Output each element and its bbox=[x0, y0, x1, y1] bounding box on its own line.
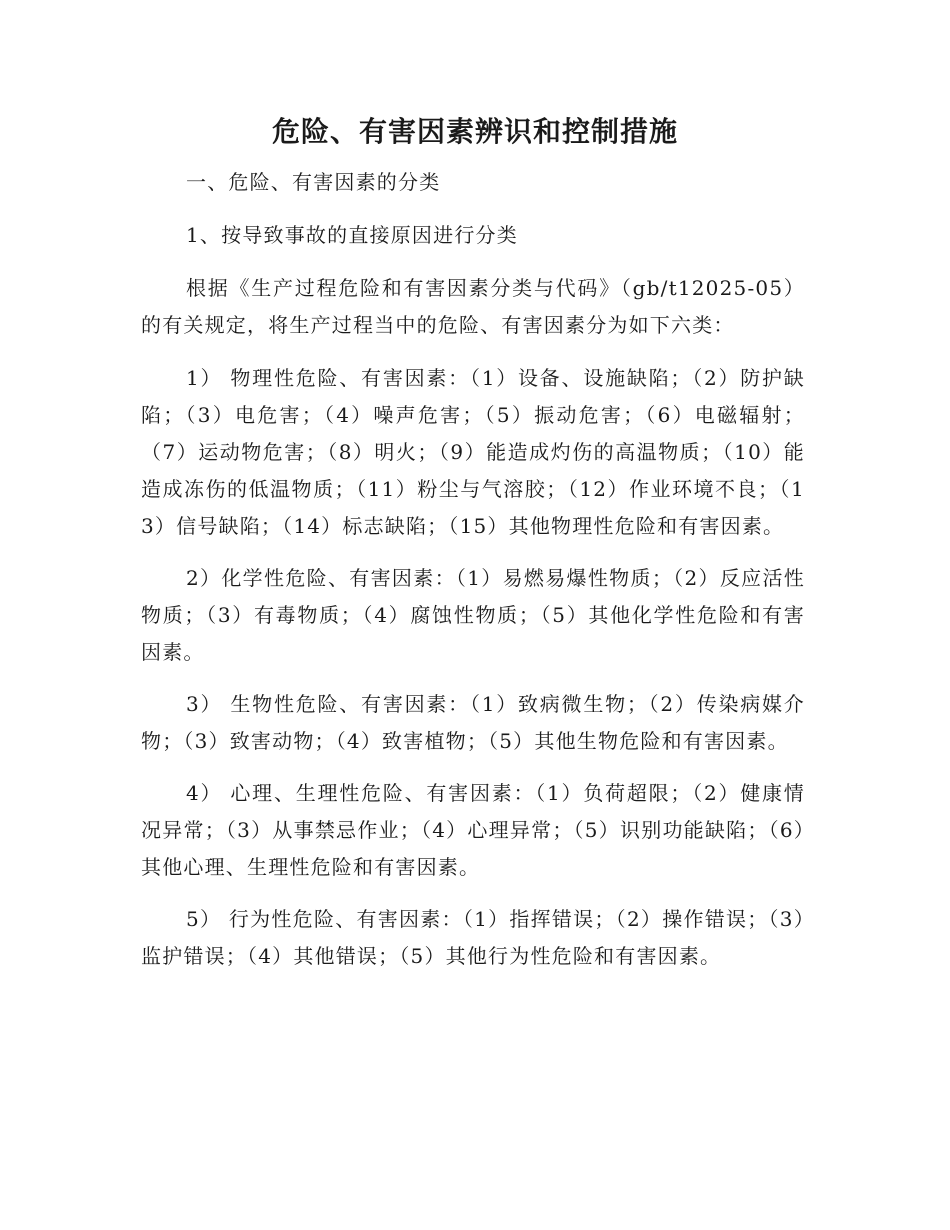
category-paragraph-psychological: 4） 心理、生理性危险、有害因素：（1）负荷超限；（2）健康情况异常；（3）从事禁忌作业；（4）心理异常；（5）识别功能缺陷；（6）其他心理、生理性危险和有害因素。 bbox=[141, 781, 805, 879]
category-paragraph-physical: 1） 物理性危险、有害因素：（1）设备、设施缺陷；（2）防护缺陷；（3）电危害；（4）噪声危害；（5）振动危害；（6）电磁辐射；（7）运动物危害；（8）明火；（9）能造成灼伤的高温物质；（10）能造成冻伤的低温物质；（11）粉尘与气溶胶；（12）作业环境不良；（13）信号缺陷；（14）标志缺陷；（15）其他物理性危险和有害因素。 bbox=[141, 366, 805, 538]
category-paragraph-behavioral: 5） 行为性危险、有害因素：（1）指挥错误；（2）操作错误；（3）监护错误；（4）其他错误；（5）其他行为性危险和有害因素。 bbox=[141, 907, 805, 968]
document-body bbox=[141, 164, 805, 990]
section-heading: 一、危险、有害因素的分类 bbox=[186, 170, 441, 194]
subsection-heading: 1、按导致事故的直接原因进行分类 bbox=[186, 223, 518, 247]
intro-paragraph: 根据《生产过程危险和有害因素分类与代码》（gb/t12025-05）的有关规定，将生产过程当中的危险、有害因素分为如下六类： bbox=[141, 276, 805, 337]
document-title: 危险、有害因素辨识和控制措施 bbox=[271, 115, 678, 148]
category-paragraph-chemical: 2）化学性危险、有害因素：（1）易燃易爆性物质；（2）反应活性物质；（3）有毒物质；（4）腐蚀性物质；（5）其他化学性危险和有害因素。 bbox=[141, 566, 805, 664]
category-paragraph-biological: 3） 生物性危险、有害因素：（1）致病微生物；（2）传染病媒介物；（3）致害动物；（4）致害植物；（5）其他生物危险和有害因素。 bbox=[141, 692, 805, 753]
